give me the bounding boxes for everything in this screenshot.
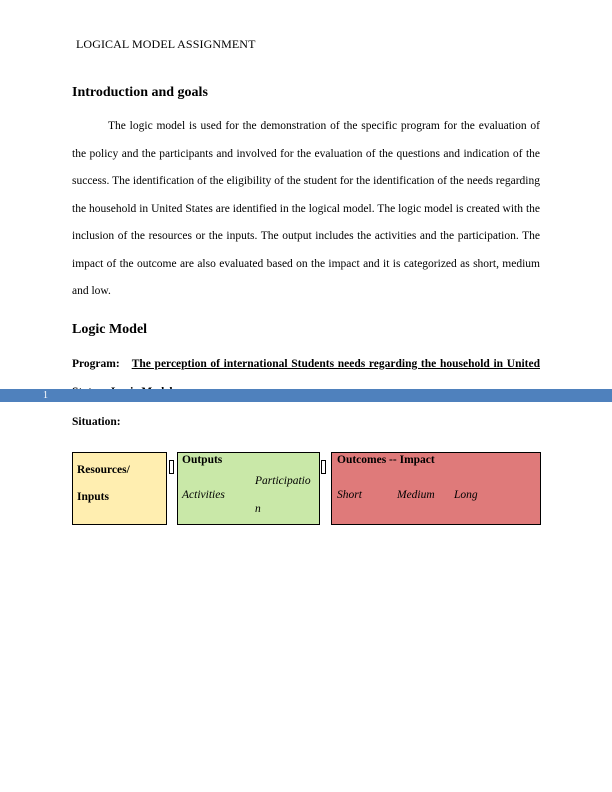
page-number: 1 bbox=[43, 390, 48, 401]
inputs-label: Inputs bbox=[77, 491, 109, 503]
activities-label: Activities bbox=[182, 489, 225, 501]
resources-label: Resources/ bbox=[77, 464, 130, 476]
program-title: The perception of international Students needs regarding the household in United bbox=[131, 358, 540, 370]
outcomes-title: Outcomes -- Impact bbox=[337, 454, 435, 466]
participation-label-wrap: n bbox=[255, 503, 261, 515]
medium-label: Medium bbox=[397, 489, 435, 501]
program-label: Program: bbox=[72, 358, 120, 370]
resources-inputs-box bbox=[72, 452, 167, 525]
short-label: Short bbox=[337, 489, 362, 501]
connector-arrow-icon bbox=[169, 460, 174, 474]
outputs-title: Outputs bbox=[182, 454, 223, 466]
situation-label: Situation: bbox=[72, 416, 121, 428]
connector-arrow-icon bbox=[321, 460, 326, 474]
intro-heading: Introduction and goals bbox=[72, 85, 208, 100]
page-number-band bbox=[0, 389, 612, 402]
running-head: LOGICAL MODEL ASSIGNMENT bbox=[76, 37, 256, 51]
long-label: Long bbox=[454, 489, 478, 501]
intro-paragraph: The logic model is used for the demonstration of the specific program for the evaluation of the policy and the participants and involved for the evaluation of the questions and indication of the success. The identification of the eligibility of the student for the identification of the needs regarding the household in United States are identified in the logical model. The logic model is created with the inclusion of the resources or the inputs. The output includes the activities and the participation. The impact of the outcome are also evaluated based on the impact and it is categorized as short, medium and low. bbox=[72, 120, 540, 297]
participation-label: Participatio bbox=[255, 475, 311, 487]
logic-model-heading: Logic Model bbox=[72, 322, 148, 337]
outputs-box bbox=[177, 452, 320, 525]
outcomes-impact-box bbox=[331, 452, 541, 525]
